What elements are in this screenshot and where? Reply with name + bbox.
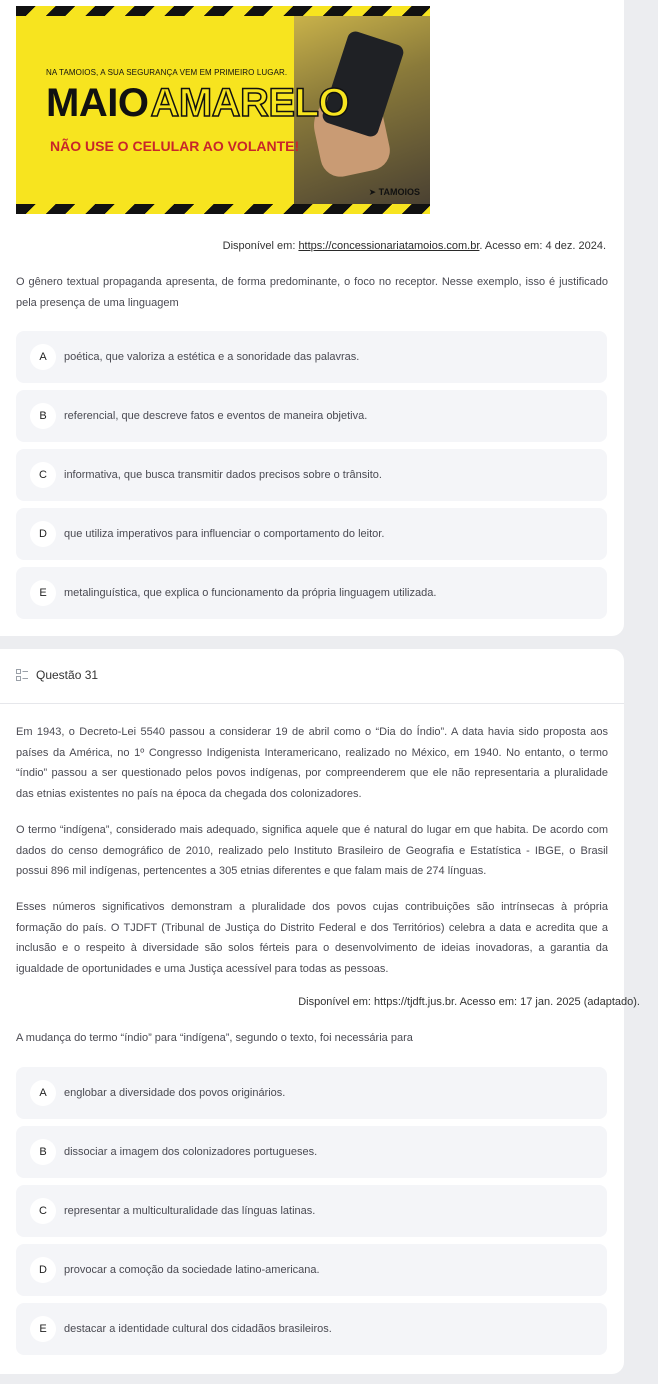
q30-option-a[interactable] [16, 331, 607, 383]
option-text: referencial, que descreve fatos e eventos de maneira objetiva. [64, 410, 368, 422]
q31-paragraph-3: Esses números significativos demonstram a pluralidade dos povos cujas contribuições são intrínsecas à própria formação do país. O TJDFT (Tribunal de Justiça do Distrito Federal e dos Territórios) celebra a data e acredita que a inclusão e o respeito à diversidade são solos férteis para o desenvolvimento de ideias inovadoras, a garantia da igualdade de oportunidades e uma Justiça acessível para todas as pessoas. [16, 901, 608, 975]
question-30-card [0, 0, 624, 636]
q31-option-a[interactable] [16, 1067, 607, 1119]
q31-option-d[interactable] [16, 1244, 607, 1296]
hazard-stripe-top [16, 6, 430, 16]
option-letter: D [30, 521, 56, 547]
question-list-icon [16, 669, 28, 681]
q30-option-b[interactable] [16, 390, 607, 442]
banner-title [46, 82, 349, 124]
option-text: metalinguística, que explica o funcionamento da própria linguagem utilizada. [64, 587, 437, 599]
q30-source [223, 240, 606, 252]
option-text: englobar a diversidade dos povos originários. [64, 1087, 286, 1099]
option-text: informativa, que busca transmitir dados precisos sobre o trânsito. [64, 469, 382, 481]
q30-option-c[interactable] [16, 449, 607, 501]
banner-title-part2: AMARELO [150, 81, 350, 125]
q31-statement: A mudança do termo “índio” para “indígena”, segundo o texto, foi necessária para [16, 1032, 413, 1044]
banner-brand-name: TAMOIOS [378, 187, 420, 197]
option-text: que utiliza imperativos para influenciar o comportamento do leitor. [64, 528, 385, 540]
q30-statement: O gênero textual propaganda apresenta, de forma predominante, o foco no receptor. Nesse exemplo, isso é justificado pela presença de uma linguagem [16, 276, 608, 309]
option-text: dissociar a imagem dos colonizadores portugueses. [64, 1146, 318, 1158]
q31-option-e[interactable] [16, 1303, 607, 1355]
option-letter: E [30, 580, 56, 606]
hazard-stripe-bottom [16, 204, 430, 214]
q31-paragraph-1: Em 1943, o Decreto-Lei 5540 passou a considerar 19 de abril como o “Dia do Índio”. A data havia sido proposta aos países da América, no 1º Congresso Indigenista Interamericano, realizado no México, em 1940. No entanto, o termo “índio” passou a ser questionado pelos povos indígenas, por compreenderem que ele não representaria a pluralidade das etnias existentes no país na época da chegada dos colonizadores. [16, 726, 608, 800]
q30-source-link[interactable]: https://concessionariatamoios.com.br [298, 240, 480, 252]
option-text: destacar a identidade cultural dos cidadãos brasileiros. [64, 1323, 332, 1335]
option-letter: A [30, 344, 56, 370]
option-letter: E [30, 1316, 56, 1342]
option-letter: C [30, 462, 56, 488]
option-letter: C [30, 1198, 56, 1224]
banner-warning: NÃO USE O CELULAR AO VOLANTE! [50, 138, 300, 154]
q30-option-e[interactable] [16, 567, 607, 619]
option-text: provocar a comoção da sociedade latino-americana. [64, 1264, 320, 1276]
banner-title-part1: MAIO [46, 81, 149, 125]
option-letter: B [30, 403, 56, 429]
option-letter: B [30, 1139, 56, 1165]
banner-brand-logo: ➤ TAMOIOS [368, 187, 420, 197]
q31-option-b[interactable] [16, 1126, 607, 1178]
maio-amarelo-banner-image [16, 6, 430, 214]
q30-source-prefix: Disponível em: [222, 240, 299, 252]
option-text: poética, que valoriza a estética e a sonoridade das palavras. [64, 351, 360, 363]
q30-source-suffix: . Acesso em: 4 dez. 2024. [479, 240, 606, 252]
option-letter: D [30, 1257, 56, 1283]
q31-option-c[interactable] [16, 1185, 607, 1237]
q31-paragraph-2: O termo “indígena”, considerado mais adequado, significa aquele que é natural do lugar em que habita. De acordo com dados do censo demográfico de 2010, realizado pelo Instituto Brasileiro de Geografia e Estatística - IBGE, o Brasil possui 896 mil indígenas, pertencentes a 305 etnias diferentes e que falam mais de 274 línguas. [16, 824, 608, 877]
option-text: representar a multiculturalidade das línguas latinas. [64, 1205, 316, 1217]
q31-title: Questão 31 [36, 668, 99, 682]
q31-source: Disponível em: https://tjdft.jus.br. Acesso em: 17 jan. 2025 (adaptado). [298, 996, 640, 1008]
q31-header [16, 668, 98, 682]
banner-tagline: NA TAMOIOS, A SUA SEGURANÇA VEM EM PRIMEIRO LUGAR. [46, 68, 288, 77]
q31-header-divider [0, 703, 624, 704]
q30-option-d[interactable] [16, 508, 607, 560]
option-letter: A [30, 1080, 56, 1106]
